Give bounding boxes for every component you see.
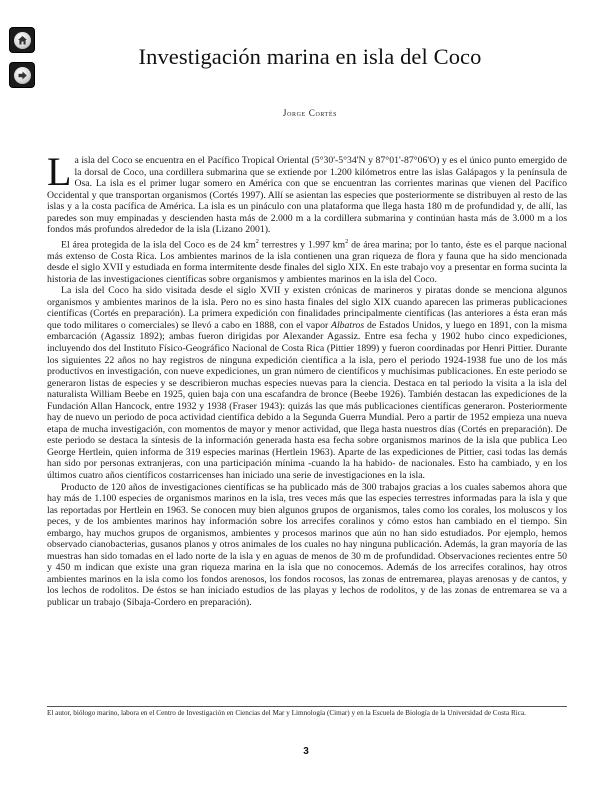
paragraph-1-text: a isla del Coco se encuentra en el Pacífico Tropical Oriental (5°30'-5°34'N y 87°01'-87°06'O) y es el único punto emergido de la dorsal de Coco, una cordillera submarina que se extiende por 1.200 kilómetros entre las islas Galápagos y la península de Osa. La isla es el primer lugar somero en América con que se encuentran las corrientes marinas que vienen del Pacífico Occidental y que transportan organismos (Cortés 1997). Allí se asientan las especies que posteriormente se distribuyen al resto de las islas y a la costa pacífica de América. La isla es un pináculo con una plataforma que llega hasta 180 m de profundidad y, de allí, las paredes son muy empinadas y descienden hasta más de 2.000 m a la cordillera submarina y continúan hasta más de 3.000 m a los fondos más profundos alrededor de la isla (Lizano 2001). bbox=[47, 155, 567, 236]
superscript-squared: 2 bbox=[255, 237, 259, 245]
paragraph-3-part-a: La isla del Coco ha sido visitada desde el siglo XVII y existen crónicas de marineros y piratas donde se menciona algunos organismos y ambientes marinos de la isla. Pero no es sino hasta finales del siglo XIX cuando aparecen las primeras publicaciones científicas (Cortés en preparación). La primera expedición con finalidades principalmente científicas (las anteriores a ésta eran más que todo militares o comerciales) se llevó a cabo en 1888, con el vapor bbox=[47, 285, 567, 331]
next-page-button[interactable] bbox=[10, 63, 34, 87]
paragraph-1 bbox=[47, 149, 567, 236]
arrow-right-icon bbox=[14, 67, 31, 84]
author-name: Jorge Cortés bbox=[282, 108, 338, 118]
paragraph-2-part-a: El área protegida de la isla del Coco es de 24 km bbox=[61, 239, 256, 251]
page-number: 3 bbox=[303, 746, 309, 757]
footnote-divider bbox=[47, 706, 567, 707]
paragraph-3-part-b: de Estados Unidos, y luego en 1891, con la misma embarcación (Agassiz 1892); ambas fueron dirigidas por Alexander Agassiz. Entre esa fecha y 1902 hubo cinco expediciones, incluyendo dos del Instituto Físico-Geográfico Nacional de Costa Rica (Pittier 1899) y fueron coordinadas por Henri Pittier. Durante los siguientes 22 años no hay registros de ninguna expedición científica a la isla, pero el periodo 1924-1938 fue uno de los más productivos en investigación, con nueve expediciones, un gran número de científicos y muchísimas publicaciones. En este periodo se generaron listas de especies y se describieron muchas especies nuevas para la ciencia. Destaca en tal periodo la visita a la isla del naturalista William Beebe en 1925, quien baja con una escafandra de bronce (Beebe 1926). También destacan las expediciones de la Fundación Allan Hancock, entre 1932 y 1938 (Fraser 1943): quizás las que más publicaciones científicas generaron. Posteriormente hay de nuevo un periodo de poca actividad científica debido a la Segunda Guerra Mundial. Pero a partir de 1952 empieza una nueva etapa de mucha investigación, con momentos de mayor y menor actividad, que llega hasta nuestros días (Cortés en preparación). De este periodo se destaca la síntesis de la información generada hasta esa fecha sobre organismos marinos de la isla que publica Leo George Hertlein, quien informa de 319 especies marinas (Hertlein 1963). Aparte de las expediciones de Pittier, casi todas las demás han sido por personas extranjeras, con una participación mínima -cuando la ha habido- de nacionales. Esto ha cambiado, y en los últimos cuatro años científicos costarricenses han iniciado una serie de investigaciones en la isla. bbox=[47, 319, 567, 482]
paragraph-2-part-c: de área marina; por lo tanto, éste es el parque nacional más extenso de Costa Rica. Los ambientes marinos de la isla contienen una gran riqueza de flora y fauna que ha sido mencionada desde el siglo XVII y estudiada en forma intermitente desde finales del siglo XIX. En este trabajo voy a presentar en forma sucinta la historia de las investigaciones científicas sobre organismos y ambientes marinos en la isla del Coco. bbox=[47, 239, 567, 285]
author-footnote: El autor, biólogo marino, labora en el Centro de Investigación en Ciencias del Mar y Limnología (Cimar) y en la Escuela de Biología de la Universidad de Costa Rica. bbox=[47, 709, 526, 717]
drop-cap: L bbox=[47, 149, 72, 194]
paragraph-2 bbox=[47, 236, 567, 285]
ship-name: Albatros bbox=[330, 319, 365, 331]
house-icon bbox=[14, 32, 31, 49]
home-button[interactable] bbox=[10, 28, 34, 52]
paragraph-3 bbox=[47, 285, 567, 481]
article-title: Investigación marina en isla del Coco bbox=[138, 44, 482, 69]
paragraph-4: Producto de 120 años de investigaciones científicas se ha publicado más de 300 trabajos gracias a los cuales sabemos ahora que hay más de 1.100 especies de organismos marinos en la isla, tres veces más que las especies terrestres informadas para la isla y que las reportadas por Hertlein en 1963. Se conocen muy bien algunos grupos de organismos, tales como los corales, los moluscos y los peces, y de los ambientes marinos hay información sobre los arrecifes coralinos y cómo estos han cambiado en el tiempo. Sin embargo, hay muchos grupos de organismos, ambientes y procesos marinos que aún no han sido estudiados. Por ejemplo, hemos observado cianobacterias, gusanos planos y otros animales de los cuales no hay ninguna publicación. Además, la gran mayoría de las muestras han sido tomadas en el lado norte de la isla y en aguas de menos de 30 m de profundidad. Observaciones recientes entre 50 y 450 m indican que existe una gran riqueza marina en la isla que no conocemos. Además de los arrecifes coralinos, hay otros ambientes marinos en la isla como los fondos arenosos, los fondos rocosos, las zonas de entremarea, playas arenosas y de cantos, y los lechos de rodolitos. De éstos se han iniciado estudios de las playas y lechos de rodolitos, y de las zonas de entremarea se va a publicar un trabajo (Sibaja-Cordero en preparación). bbox=[47, 481, 567, 609]
article-body bbox=[47, 149, 567, 609]
superscript-squared: 2 bbox=[345, 237, 349, 245]
paragraph-2-part-b: terrestres y 1.997 km bbox=[258, 239, 346, 251]
